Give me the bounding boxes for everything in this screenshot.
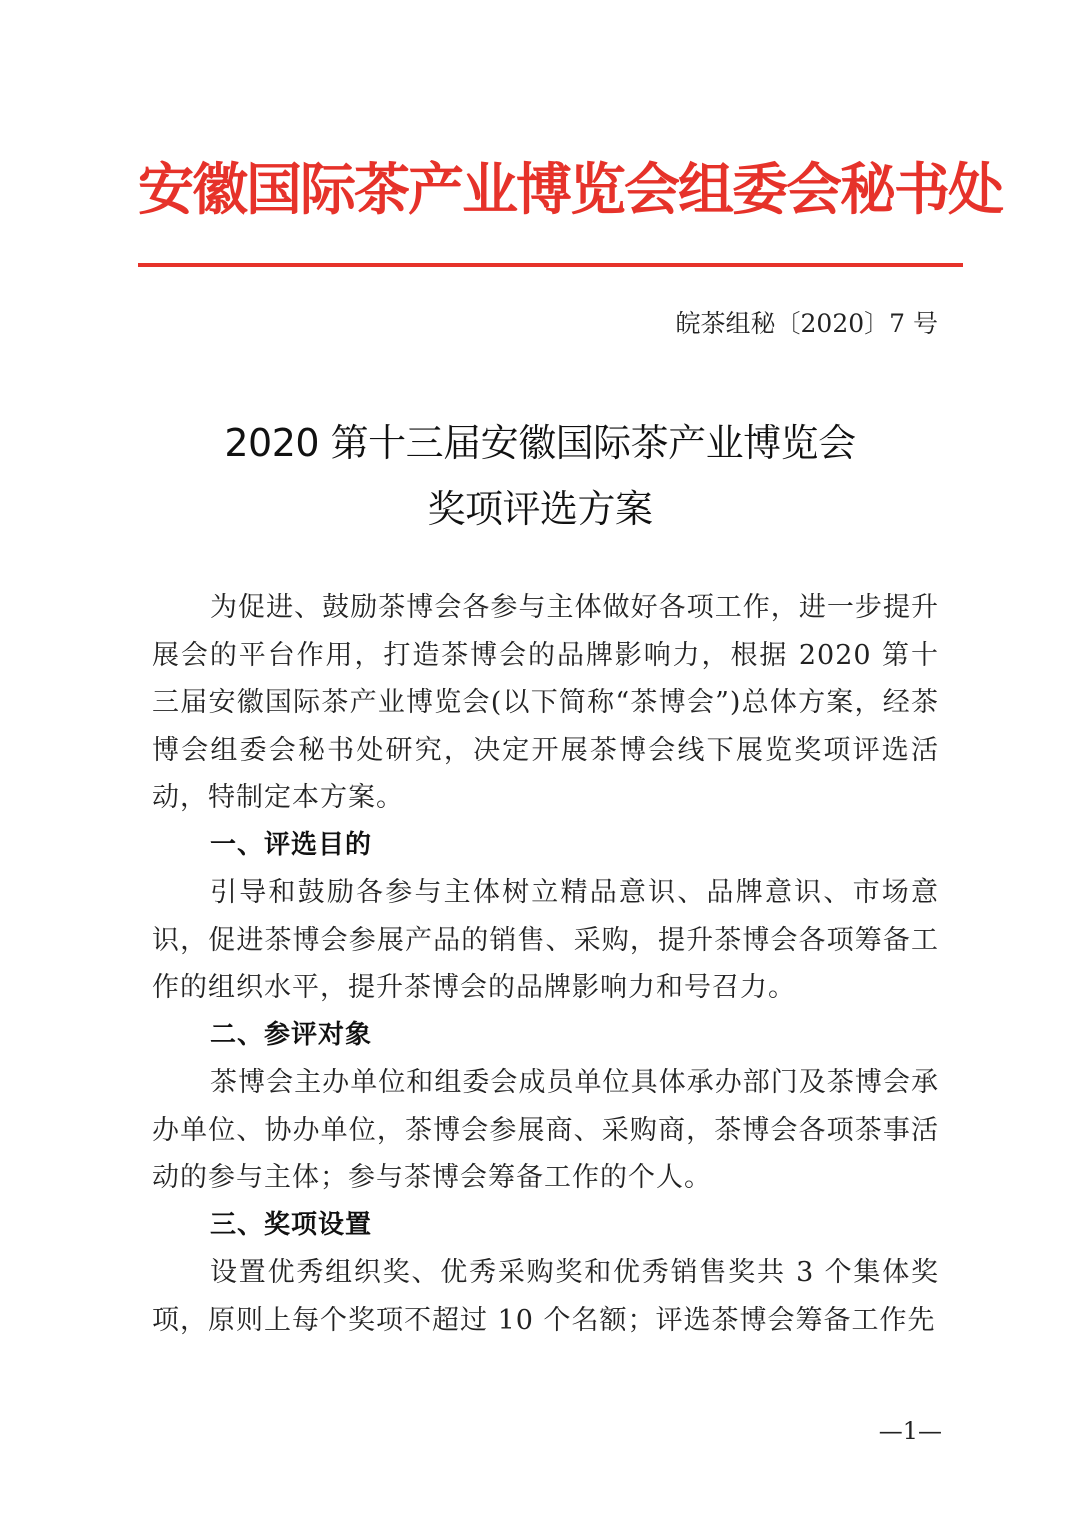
red-divider-line [138,263,963,267]
section-heading-awards: 三、奖项设置 [210,1209,373,1240]
section-text-participants: 茶博会主办单位和组委会成员单位具体承办部门及茶博会承办单位、协办单位，茶博会参展商、采购商，茶博会各项茶事活动的参与主体；参与茶博会筹备工作的个人。 [152,1067,939,1193]
section-heading-purpose: 一、评选目的 [210,829,373,860]
issuing-organization-header: 安徽国际茶产业博览会组委会秘书处 [138,157,1002,223]
section-heading-participants: 二、参评对象 [210,1019,373,1050]
document-number: 皖茶组秘〔2020〕7 号 [675,309,938,338]
page-number: —1— [878,1417,942,1445]
section-text-awards: 设置优秀组织奖、优秀采购奖和优秀销售奖共 3 个集体奖项，原则上每个奖项不超过 10 个名额；评选茶博会筹备工作先 [152,1257,939,1336]
document-body [152,584,939,1344]
section-text-purpose: 引导和鼓励各参与主体树立精品意识、品牌意识、市场意识，促进茶博会参展产品的销售、采购，提升茶博会各项筹备工作的组织水平，提升茶博会的品牌影响力和号召力。 [152,877,939,1003]
document-title-line-1: 2020 第十三届安徽国际茶产业博览会 [224,421,856,465]
document-title-line-2: 奖项评选方案 [427,487,653,531]
intro-paragraph: 为促进、鼓励茶博会各参与主体做好各项工作，进一步提升展会的平台作用，打造茶博会的品牌影响力，根据 2020 第十三届安徽国际茶产业博览会(以下简称“茶博会”)总体方案，经茶博会组委会秘书处研究，决定开展茶博会线下展览奖项评选活动，特制定本方案。 [152,592,939,813]
